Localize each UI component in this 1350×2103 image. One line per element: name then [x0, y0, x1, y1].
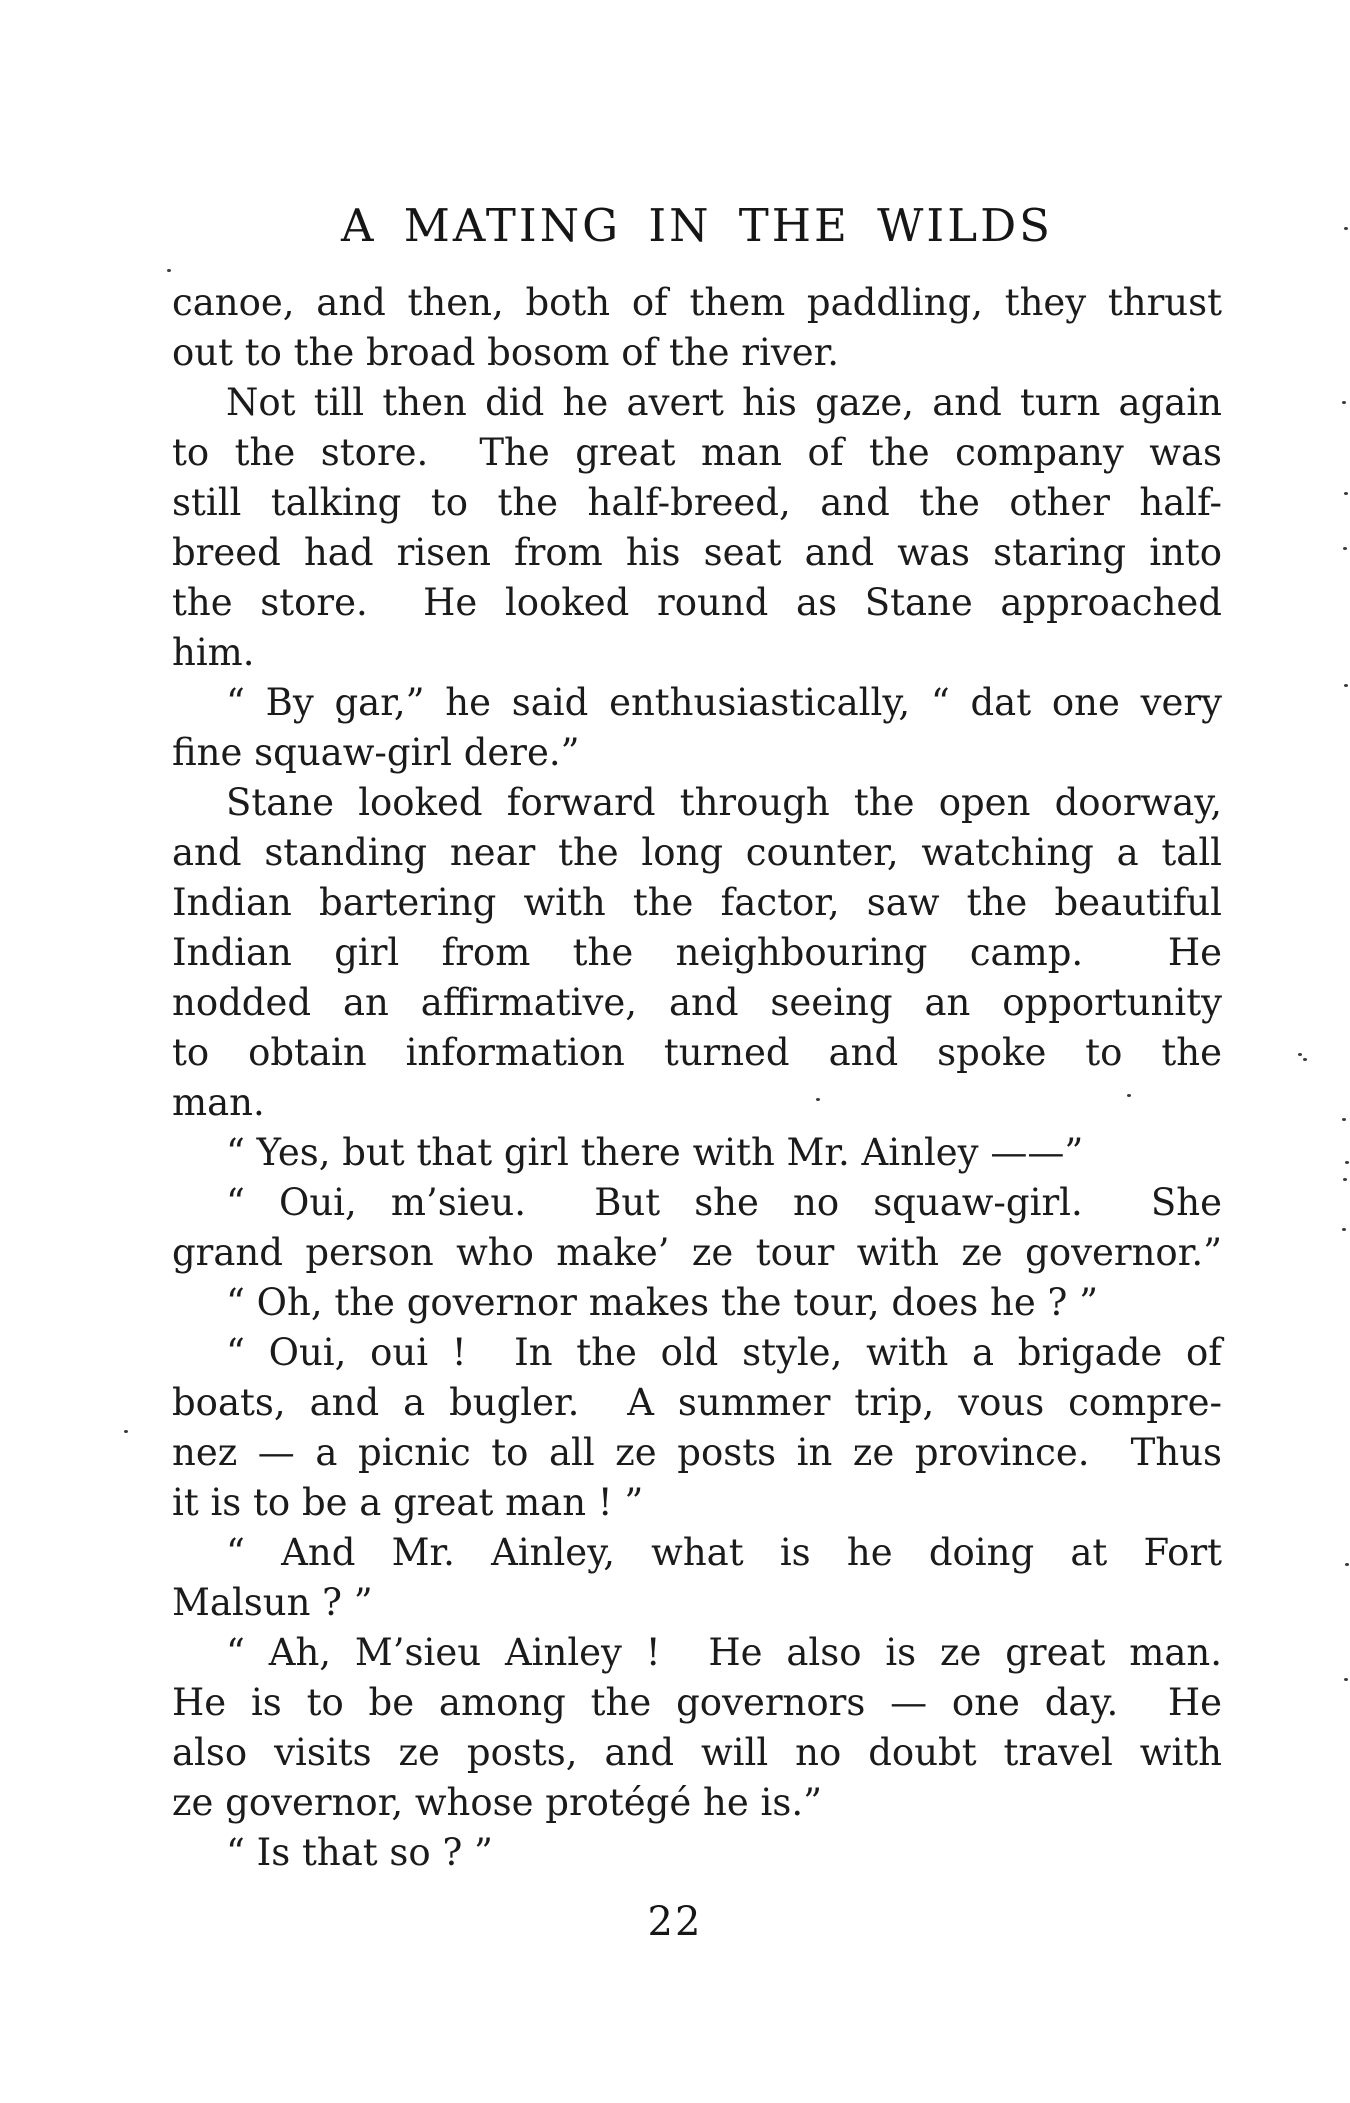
scan-speck — [1342, 401, 1346, 404]
text-line: and standing near the long counter, watching a tall — [172, 831, 1222, 874]
scan-speck — [124, 1430, 128, 1433]
text-line: grand person who make’ ze tour with ze governor.” — [172, 1231, 1222, 1274]
text-line: “ Yes, but that girl there with Mr. Ainley ——” — [226, 1131, 1084, 1174]
text-line: canoe, and then, both of them paddling, they thrust — [172, 281, 1222, 324]
text-line: “ Oh, the governor makes the tour, does he ? ” — [226, 1281, 1099, 1324]
scan-speck — [1343, 1178, 1347, 1181]
text-line: “ Is that so ? ” — [226, 1831, 493, 1874]
text-line: to the store. The great man of the company was — [172, 431, 1222, 474]
scan-speck — [1298, 1053, 1302, 1056]
scan-speck — [1344, 227, 1348, 230]
scan-speck — [1342, 1228, 1346, 1231]
text-line: out to the broad bosom of the river. — [172, 331, 840, 374]
text-line: the store. He looked round as Stane approached — [172, 581, 1222, 624]
scan-speck — [1303, 1058, 1307, 1061]
text-line: boats, and a bugler. A summer trip, vous compre- — [172, 1381, 1222, 1424]
text-line: ze governor, whose protégé he is.” — [172, 1781, 823, 1824]
scan-speck — [1345, 1161, 1349, 1164]
text-line: Not till then did he avert his gaze, and turn again — [226, 381, 1222, 424]
text-line: Malsun ? ” — [172, 1581, 373, 1624]
scan-speck — [1344, 492, 1348, 495]
text-line: also visits ze posts, and will no doubt travel with — [172, 1731, 1222, 1774]
text-line: “ Oui, m’sieu. But she no squaw-girl. She — [226, 1181, 1222, 1224]
text-line: He is to be among the governors — one day. He — [172, 1681, 1222, 1724]
text-line: still talking to the half-breed, and the other half- — [172, 481, 1222, 524]
text-line: him. — [172, 631, 255, 674]
text-line: “ And Mr. Ainley, what is he doing at Fort — [226, 1531, 1222, 1574]
text-line: nez — a picnic to all ze posts in ze province. Thus — [172, 1431, 1222, 1474]
scan-speck — [1343, 547, 1347, 550]
scan-speck — [1342, 1118, 1346, 1121]
scan-speck — [1344, 1678, 1348, 1681]
text-line: “ Oui, oui ! In the old style, with a brigade of — [226, 1331, 1222, 1374]
page-title: A MATING IN THE WILDS — [340, 199, 1054, 252]
text-line: fine squaw-girl dere.” — [172, 731, 580, 774]
text-line: “ Ah, M’sieu Ainley ! He also is ze great man. — [226, 1631, 1222, 1674]
scan-speck — [1345, 1563, 1349, 1566]
text-line: nodded an affirmative, and seeing an opportunity — [172, 981, 1222, 1024]
text-line: Indian bartering with the factor, saw the beautiful — [172, 881, 1222, 924]
scan-speck — [167, 269, 171, 272]
text-line: it is to be a great man ! ” — [172, 1481, 644, 1524]
text-line: man. — [172, 1081, 265, 1124]
text-line: Indian girl from the neighbouring camp. He — [172, 931, 1222, 974]
body-text-block — [172, 278, 1222, 1878]
text-line: to obtain information turned and spoke to the — [172, 1031, 1222, 1074]
scan-speck — [1344, 684, 1348, 687]
page-number: 22 — [647, 1899, 703, 1945]
text-line: Stane looked forward through the open doorway, — [226, 781, 1222, 824]
text-line: breed had risen from his seat and was staring into — [172, 531, 1222, 574]
text-line: “ By gar,” he said enthusiastically, “ dat one very — [226, 681, 1222, 724]
